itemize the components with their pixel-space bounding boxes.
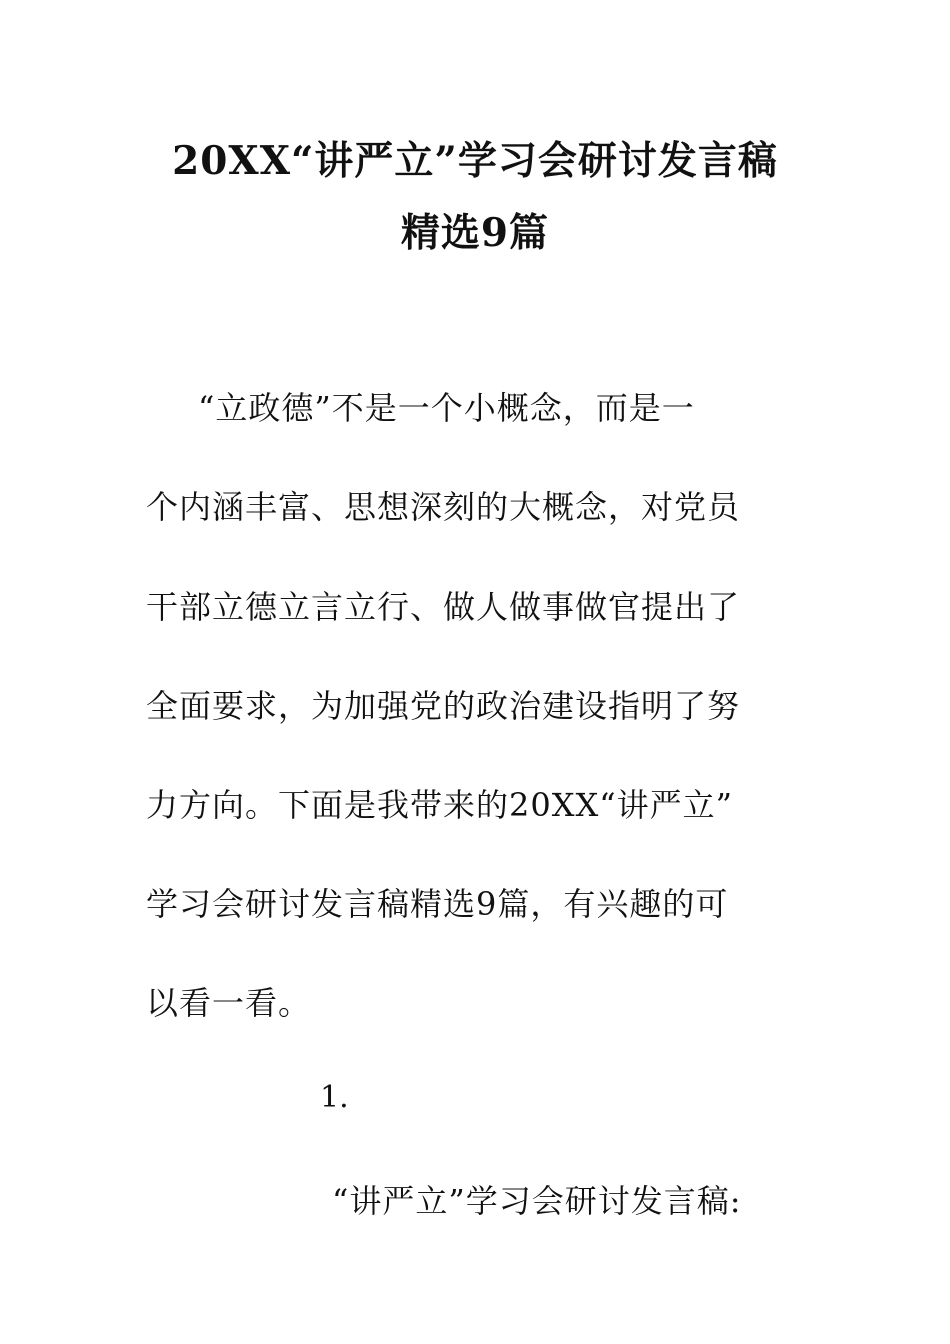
section-number: 1. — [320, 1080, 349, 1115]
document-title-line-2: 精选9篇 — [400, 210, 550, 256]
intro-paragraph-line: 力方向。下面是我带来的20XX“讲严立” — [146, 786, 734, 824]
intro-paragraph-line: 干部立德立言立行、做人做事做官提出了 — [146, 588, 741, 626]
intro-paragraph-line: 个内涵丰富、思想深刻的大概念，对党员 — [146, 488, 741, 526]
section-heading: “讲严立”学习会研讨发言稿: — [332, 1182, 742, 1220]
intro-paragraph-line: 全面要求，为加强党的政治建设指明了努 — [146, 687, 741, 725]
document-title-line-1: 20XX“讲严立”学习会研讨发言稿 — [172, 138, 778, 184]
intro-paragraph-line: 以看一看。 — [146, 984, 312, 1022]
intro-paragraph-line: 学习会研讨发言稿精选9篇，有兴趣的可 — [146, 885, 729, 923]
intro-paragraph-line: “立政德”不是一个小概念，而是一 — [198, 389, 695, 427]
